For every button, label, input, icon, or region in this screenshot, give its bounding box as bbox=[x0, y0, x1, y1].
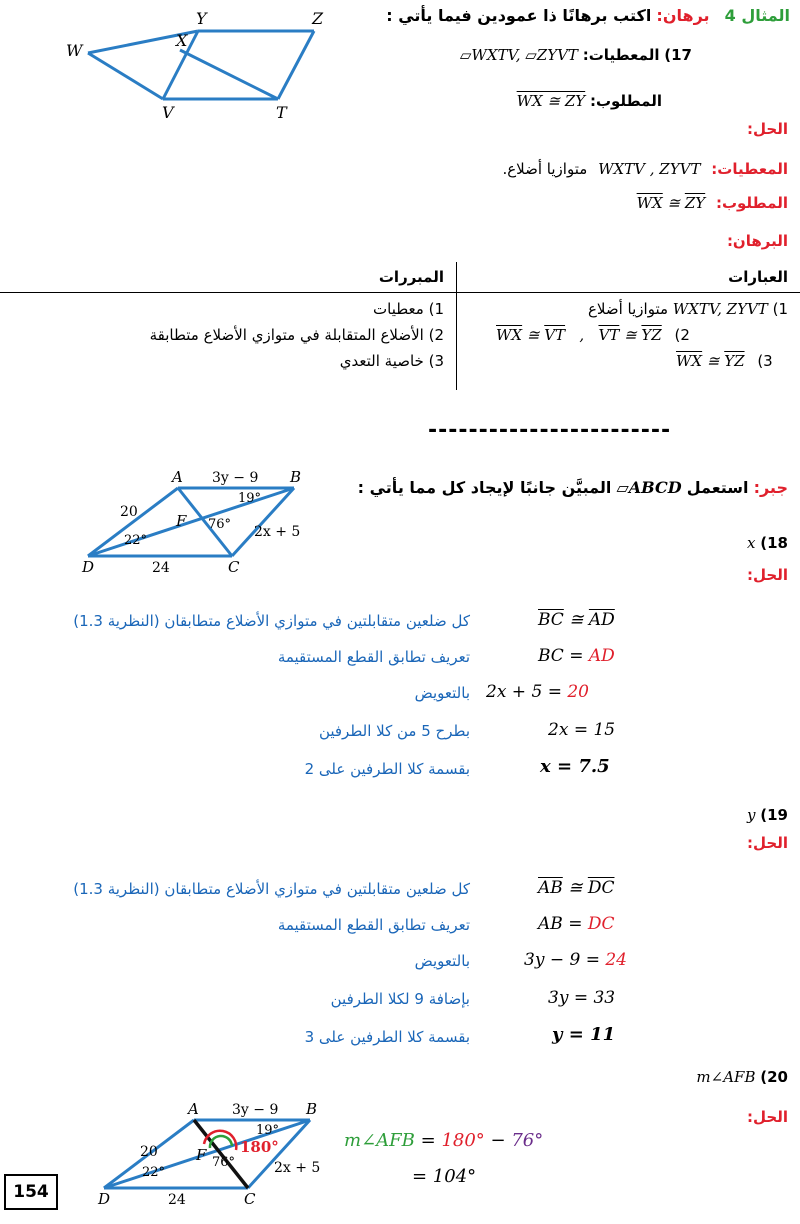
abcd2-label-b: B bbox=[306, 1100, 318, 1118]
q18-label: x bbox=[747, 534, 756, 552]
abcd-label-top: 3y − 9 bbox=[212, 470, 259, 486]
solution-label-17: الحل: bbox=[747, 120, 788, 138]
q20-eq1 bbox=[344, 1130, 543, 1151]
q18-step5-reason: بقسمة كلا الطرفين على 2 bbox=[304, 760, 470, 778]
q18-step1-reason: كل ضلعين متقابلتين في متوازي الأضلاع متطابقان (النظرية 1.3) bbox=[73, 612, 470, 630]
q19-num: (19 bbox=[760, 806, 788, 824]
required-line bbox=[517, 92, 662, 110]
abcd-label-right: 2x + 5 bbox=[254, 524, 301, 540]
q19-step4-reason: بإضافة 9 لكلا الطرفين bbox=[330, 990, 470, 1008]
table-col-divider bbox=[456, 262, 457, 390]
section-divider: ------------------------ bbox=[428, 418, 672, 443]
col-reasons: المبررات bbox=[378, 268, 444, 286]
q18-step2-reason: تعريف تطابق القطع المستقيمة bbox=[277, 648, 470, 666]
abcd2-label-right: 2x + 5 bbox=[274, 1160, 321, 1176]
row3-num: (3 bbox=[757, 352, 773, 370]
q19-step5-reason: بقسمة كلا الطرفين على 3 bbox=[304, 1028, 470, 1046]
q20-label: m∠AFB bbox=[696, 1068, 756, 1086]
abcd-angle-d: 22° bbox=[124, 533, 148, 548]
sol17-given-label: المعطيات: bbox=[711, 160, 788, 178]
abcd-label-b: B bbox=[290, 468, 302, 486]
q20-title bbox=[696, 1068, 788, 1086]
parallelograms-figure bbox=[60, 8, 350, 126]
algebra-shape: ▱ABCD bbox=[616, 478, 682, 497]
algebra-prompt-b: المبيَّن جانبًا لإيجاد كل مما يأتي : bbox=[357, 478, 612, 497]
row3-reason-num: 3) bbox=[428, 352, 444, 370]
abcd-label-c: C bbox=[228, 558, 240, 576]
sol17-req-b: $\overline{ZY}$ bbox=[684, 194, 706, 212]
algebra-label: جبر: bbox=[753, 478, 788, 497]
label-t: T bbox=[276, 103, 287, 122]
q19-step2-math: AB = DC bbox=[538, 914, 615, 934]
sol17-required-label: المطلوب: bbox=[715, 194, 788, 212]
q18-step3-math: 2x + 5 = 20 bbox=[486, 682, 589, 702]
q18-step5-math: x = 7.5 bbox=[540, 756, 610, 777]
algebra-prompt bbox=[358, 478, 788, 497]
required-value: WX ≅ ZY bbox=[516, 92, 586, 110]
row1-statement bbox=[588, 300, 788, 318]
abcd2-label-c: C bbox=[244, 1190, 256, 1208]
q18-step3-reason: بالتعويض bbox=[414, 684, 470, 702]
q20-eq1-a: 180° bbox=[441, 1130, 485, 1151]
q18-title bbox=[747, 534, 788, 552]
label-y: Y bbox=[196, 9, 207, 28]
page-number: 154 bbox=[4, 1174, 58, 1210]
q18-step4-reason: بطرح 5 من كلا الطرفين bbox=[318, 722, 470, 740]
given-line bbox=[460, 46, 692, 64]
q18-step1-math: $\overline{BC}$ ≅ $\overline{AD}$ bbox=[538, 610, 615, 630]
sol17-required-math: $\overline{WX}$ ≅ $\overline{ZY}$ bbox=[636, 194, 706, 212]
row2-statement bbox=[496, 326, 690, 344]
row1-reason bbox=[373, 300, 444, 318]
abcd-label-f: F bbox=[176, 512, 187, 530]
q19-step3-math: 3y − 9 = 24 bbox=[524, 950, 627, 970]
q19-label: y bbox=[747, 806, 756, 824]
q20-eq1-minus: − bbox=[490, 1130, 506, 1151]
proof-table bbox=[0, 262, 800, 394]
abcd-label-bottom: 24 bbox=[152, 560, 170, 576]
q18-step4-math: 2x = 15 bbox=[548, 720, 616, 740]
proof-label: برهان: bbox=[656, 6, 710, 25]
abcd2-angle-180: 180° bbox=[240, 1138, 279, 1156]
row3-statement bbox=[676, 352, 773, 370]
abcd-label-a: A bbox=[172, 468, 183, 486]
q18-step2-math: BC = AD bbox=[538, 646, 615, 666]
abcd2-angle-d: 22° bbox=[142, 1165, 166, 1180]
row1-num: 1) bbox=[772, 300, 788, 318]
sol17-given bbox=[502, 160, 788, 178]
sol17-given-math: WXTV , ZYVT bbox=[598, 160, 701, 178]
q19-step1-reason: كل ضلعين متقابلتين في متوازي الأضلاع متطابقان (النظرية 1.3) bbox=[73, 880, 470, 898]
q20-eq2: = 104° bbox=[412, 1166, 477, 1187]
q20-eq1-lhs: m∠AFB bbox=[344, 1130, 415, 1151]
abcd-figure bbox=[80, 444, 320, 576]
sol17-given-text: متوازيا أضلاع. bbox=[502, 160, 588, 178]
label-w: W bbox=[66, 41, 83, 60]
row3-math: $\overline{WX}$ ≅ $\overline{YZ}$ bbox=[676, 352, 745, 370]
abcd-label-d: D bbox=[82, 558, 95, 576]
abcd2-label-f: F bbox=[196, 1146, 207, 1164]
example-prompt: اكتب برهانًا ذا عمودين فيما يأتي : bbox=[386, 6, 652, 25]
q20-eq1-eq: = bbox=[420, 1130, 436, 1151]
abcd2-label-a: A bbox=[188, 1100, 199, 1118]
q19-step3-reason: بالتعويض bbox=[414, 952, 470, 970]
row3-reason bbox=[340, 352, 444, 370]
row2-math: $\overline{WX}$ ≅ $\overline{VT}$ , $\overline{VT}$ ≅ $\overline{YZ}$ bbox=[496, 326, 662, 344]
abcd2-label-bottom: 24 bbox=[168, 1192, 186, 1208]
abcd2-label-d: D bbox=[98, 1190, 111, 1208]
abcd2-label-left: 20 bbox=[140, 1144, 158, 1160]
label-z: Z bbox=[312, 9, 324, 28]
row3-reason-text: خاصية التعدي bbox=[339, 352, 424, 370]
abcd2-angle-b: 19° bbox=[256, 1123, 280, 1138]
q18-num: (18 bbox=[760, 534, 788, 552]
problem-number: 17) bbox=[664, 46, 692, 64]
row2-reason-num: 2) bbox=[428, 326, 444, 344]
required-label: المطلوب: bbox=[589, 92, 662, 110]
sol17-proof-label: البرهان: bbox=[726, 232, 788, 250]
row2-num: (2 bbox=[674, 326, 690, 344]
q19-step4-math: 3y = 33 bbox=[548, 988, 616, 1008]
q20-num: (20 bbox=[760, 1068, 788, 1086]
q19-solution-label: الحل: bbox=[747, 834, 788, 852]
q18-solution-label: الحل: bbox=[747, 566, 788, 584]
abcd-label-left: 20 bbox=[120, 504, 138, 520]
col-statements: العبارات bbox=[728, 268, 788, 286]
q20-solution-label: الحل: bbox=[747, 1108, 788, 1126]
row1-reason-num: 1) bbox=[428, 300, 444, 318]
q19-step2-reason: تعريف تطابق القطع المستقيمة bbox=[277, 916, 470, 934]
row2-reason bbox=[150, 326, 444, 344]
q20-eq1-b: 76° bbox=[511, 1130, 544, 1151]
example-number: المثال 4 bbox=[724, 6, 790, 25]
label-x: X bbox=[176, 31, 188, 50]
row2-reason-text: الأضلاع المتقابلة في متوازي الأضلاع متطابقة bbox=[149, 326, 424, 344]
q19-step1-math: $\overline{AB}$ ≅ $\overline{DC}$ bbox=[538, 878, 615, 898]
row1-reason-text: معطيات bbox=[373, 300, 424, 318]
abcd2-angle-f: 76° bbox=[212, 1155, 236, 1170]
q19-step5-math: y = 11 bbox=[552, 1024, 616, 1045]
sol17-req-a: $\overline{WX}$ bbox=[636, 194, 663, 212]
abcd-figure-angles bbox=[96, 1076, 336, 1206]
given-label: المعطيات: bbox=[582, 46, 660, 64]
given-value: ▱WXTV, ▱ZYVT bbox=[459, 46, 578, 64]
abcd-angle-b: 19° bbox=[238, 491, 262, 506]
table-header-rule bbox=[0, 292, 800, 293]
row1-text: متوازيا أضلاع bbox=[587, 300, 669, 318]
row1-math: WXTV, ZYVT bbox=[672, 300, 768, 318]
sol17-required bbox=[637, 194, 788, 212]
abcd2-label-top: 3y − 9 bbox=[232, 1102, 279, 1118]
algebra-prompt-a: استعمل bbox=[686, 478, 749, 497]
label-v: V bbox=[162, 103, 174, 122]
abcd-angle-f: 76° bbox=[208, 517, 232, 532]
q19-title bbox=[747, 806, 788, 824]
example-header bbox=[386, 6, 790, 25]
